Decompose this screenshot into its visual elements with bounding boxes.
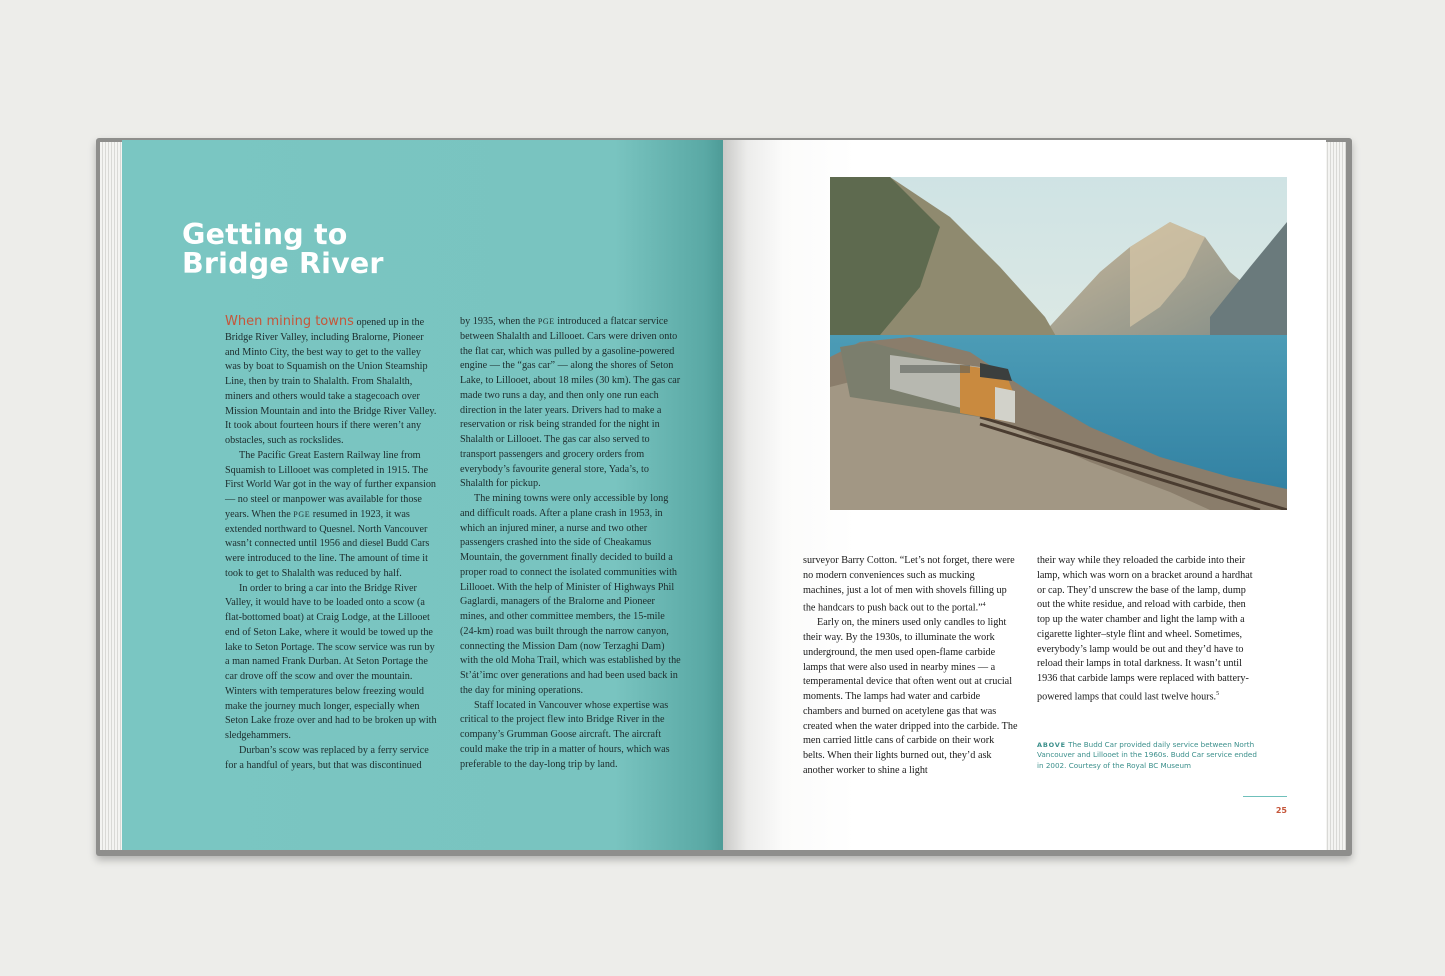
right-page-column-2 (1037, 554, 1257, 705)
right-page (723, 140, 1326, 850)
chapter-title-line-1: Getting to (182, 218, 348, 251)
paragraph (803, 554, 1018, 616)
chapter-title (182, 220, 384, 278)
paragraph: Early on, the miners used only candles to light their way. By the 1930s, to illuminate the work underground, the men used open-flame carbide lamps that were also used in nearby mines — a temperamental device that often went out at crucial moments. The lamps had water and carbide chambers and burned on acetylene gas that was created when the water dripped into the carbide. The men carried little cans of carbide on their work belts. When their lights burned out, they’d ask another worker to shine a light (803, 617, 1018, 776)
paragraph (1037, 554, 1257, 705)
footnote-ref: 5 (1216, 690, 1220, 697)
paragraph (460, 315, 682, 492)
left-page-column-2 (460, 315, 682, 772)
left-page (122, 140, 723, 850)
open-book (96, 138, 1354, 858)
paragraph (225, 449, 439, 582)
paragraph-text: resumed in 1923, it was extended northward to Quesnel. North Vancouver wasn’t connected until 1956 and diesel Budd Cars were introduced to the line. The amount of time it took to get to Shalalth was reduced by half. (225, 508, 430, 579)
paragraph-text: surveyor Barry Cotton. “Let’s not forget, there were no modern conveniences such as mucking machines, just a lot of men with shovels filling up the handcars to push back out to the portal.” (803, 555, 1015, 614)
chapter-title-line-2: Bridge River (182, 247, 384, 280)
paragraph: Staff located in Vancouver whose expertise was critical to the project flew into Bridge River in the company’s Grumman Goose aircraft. The aircraft could make the trip in a matter of hours, which was preferable to the day-long trip by land. (460, 699, 670, 770)
paragraph: Durban’s scow was replaced by a ferry service for a handful of years, but that was discontinued (225, 744, 429, 771)
paragraph-text: their way while they reloaded the carbide into their lamp, which was worn on a bracket around a hardhat or cap. They’d unscrew the base of the lamp, dump out the white residue, and reload with carbide, then top up the water chamber and light the lamp with a cigarette lighter–style flint and wheel. Sometimes, everybody’s lamp would be out and they’d have to reload their lamps in total darkness. It wasn’t until 1936 that carbide lamps were replaced with battery-powered lamps that could last twelve hours. (1037, 555, 1253, 703)
right-page-column-1 (803, 554, 1018, 779)
footnote-ref: 4 (982, 602, 986, 609)
budd-car-photo (830, 177, 1287, 510)
photo-caption (1037, 740, 1263, 771)
paragraph: In order to bring a car into the Bridge River Valley, it would have to be loaded onto a scow (a flat-bottomed boat) at Craig Lodge, at the Lillooet end of Seton Lake, where it would be towed up the lake to Seton Portage. The scow service was run by a man named Frank Durban. At Seton Portage the car drove off the scow and over the mountain. Winters with temperatures below freezing would make the journey much longer, especially when Seton Lake froze over and had to be broken up with sledgehammers. (225, 582, 437, 741)
paragraph-text: The Pacific Great Eastern Railway line from Squamish to Lillooet was completed in 1915. The First World War got in the way of further expansion — no steel or manpower was available for those years. When the (225, 449, 437, 520)
left-page-edges (100, 142, 122, 850)
paragraph-text: opened up in the Bridge River Valley, including Bralorne, Pioneer and Minto City, the best way to get to the valley was by boat to Squamish on the Union Steamship Line, then by train to Shalalth. From Shalalth, miners and others would take a stagecoach over Mission Mountain and into the Bridge River Valley. It took about fourteen hours if there weren’t any obstacles, such as rockslides. (225, 317, 437, 446)
paragraph: The mining towns were only accessible by long and difficult roads. After a plane crash in 1953, in which an injured miner, a nurse and two other passengers crashed into the side of Cheakamus Mountain, the government finally decided to build a proper road to connect the isolated communities with Lillooet. With the help of Minister of Highways Phil Gaglardi, managers of the Bralorne and Pioneer mines, and other committee members, the 15-mile (24-km) road was built through the narrow canyon, connecting the Mission Dam (now Terzaghi Dam) with the old Moha Trail, which was established by the St’át’imc over generations and had been used back in the day for mining operations. (460, 493, 681, 696)
right-page-edges (1324, 142, 1346, 850)
folio-rule (1243, 796, 1287, 797)
paragraph-text: by 1935, when the (460, 316, 538, 327)
page-number: 25 (1275, 806, 1287, 815)
caption-text: The Budd Car provided daily service between North Vancouver and Lillooet in the 1960s. Budd Car service ended in 2002. Courtesy of the Royal BC Museum (1037, 740, 1257, 770)
caption-label: ABOVE (1037, 741, 1066, 749)
paragraph-text: introduced a flatcar service between Shalalth and Lillooet. Cars were driven onto the flat car, which was pulled by a gasoline-powered engine — the “gas car” — along the shores of Seton Lake, to Lillooet, about 18 miles (30 km). The gas car made two runs a day, and then only one run each direction in the later years. Drivers had to make a reservation or risk being stranded for the night in Shalalth or Lillooet. The gas car also served to transport passengers and grocery orders from everybody’s favourite general store, Yada’s, to Shalalth for pickup. (460, 316, 681, 490)
paragraph (225, 315, 439, 449)
abbreviation: PGE (537, 317, 555, 326)
abbreviation: PGE (293, 509, 311, 519)
left-page-column-1 (225, 315, 439, 773)
lead-in: When mining towns (225, 314, 354, 329)
train-lake-illustration (830, 177, 1287, 510)
